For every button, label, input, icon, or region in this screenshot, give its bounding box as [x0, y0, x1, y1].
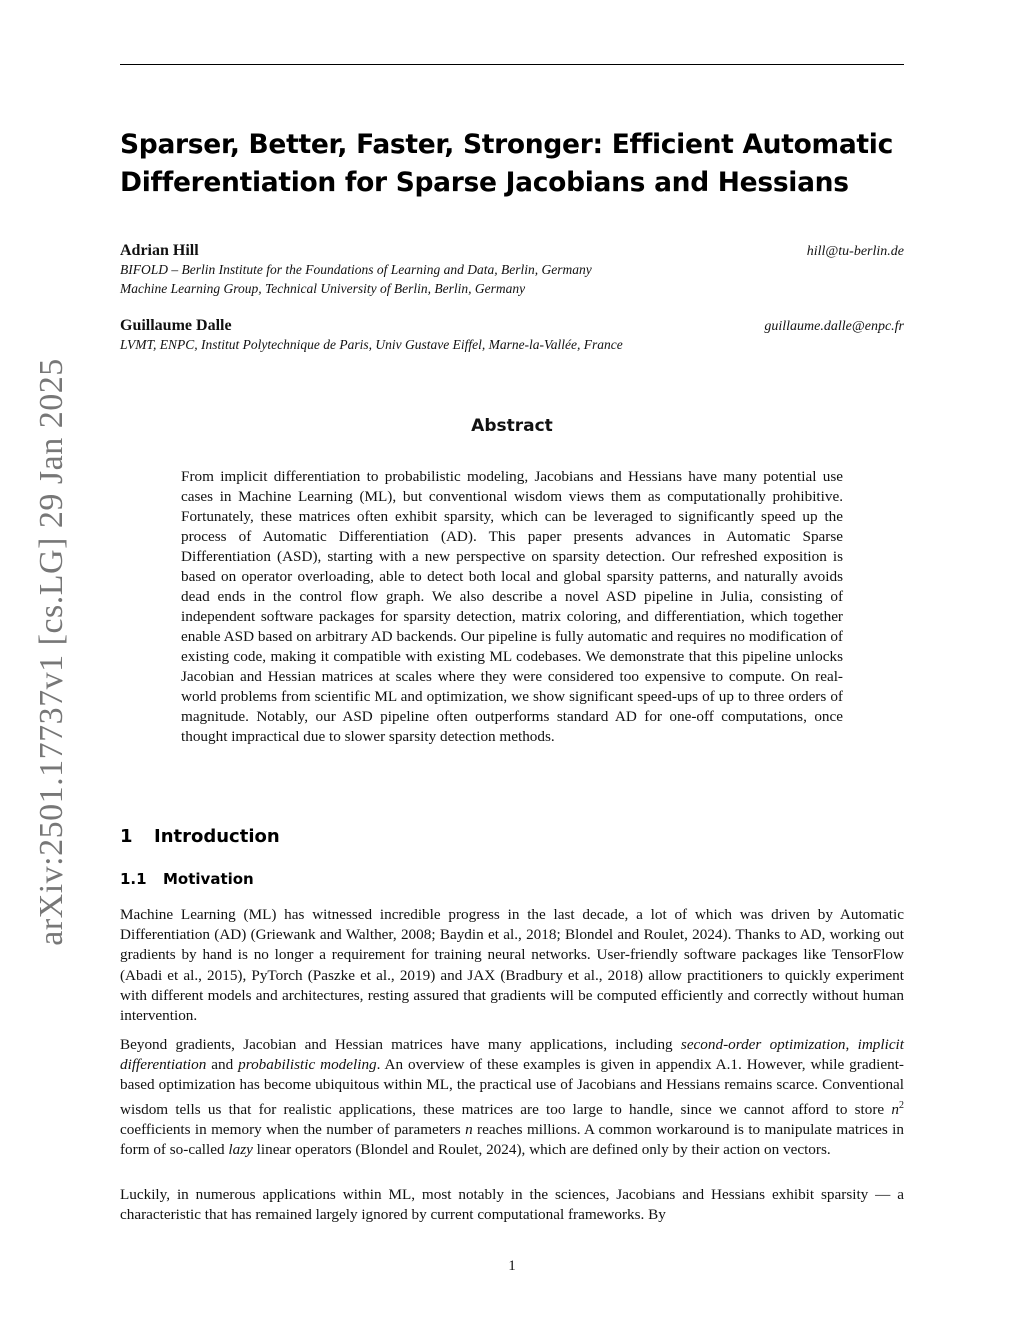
paper-title	[120, 126, 904, 202]
text-run: ,	[845, 1036, 858, 1053]
emphasis-implicit-differentiation: implicit differentiation	[120, 1036, 904, 1074]
abstract-text: From implicit differentiation to probabilistic modeling, Jacobians and Hessians have many potential use cases in Machine Learning (ML), but conventional wisdom views them as computationally prohibitive. Fortunately, these matrices often exhibit sparsity, which can be leveraged to significantly speed up the process of Automatic Differentiation (AD). This paper presents advances in Automatic Sparse Differentiation (ASD), starting with a new perspective on sparsity detection. Our refreshed exposition is based on operator overloading, able to detect both local and global sparsity patterns, and naturally avoids dead ends in the control flow graph. We also describe a novel ASD pipeline in Julia, consisting of independent software packages for sparsity detection, matrix coloring, and differentiation, which together enable ASD based on arbitrary AD backends. Our pipeline is fully automatic and requires no modification of existing code, making it compatible with existing ML codebases. We demonstrate that this pipeline unlocks Jacobian and Hessian matrices at scales where they were considered too expensive to compute. On real-world problems from scientific ML and optimization, we show significant speed-ups of up to three orders of magnitude. Notably, our ASD pipeline often outperforms standard AD for one-off computations, once thought impractical due to slower sparsity detection methods.	[181, 468, 843, 745]
math-n: n	[465, 1120, 473, 1138]
emphasis-second-order-optimization: second-order optimization	[680, 1036, 846, 1053]
text-run: reaches millions. A common workaround is to manipulate matrices in form of so-called	[120, 1120, 904, 1159]
title-line-2: Differentiation for Sparse Jacobians and Hessians	[120, 167, 849, 198]
section-heading-introduction	[120, 826, 280, 847]
section-number: 1	[120, 826, 133, 847]
author-affiliation: BIFOLD – Berlin Institute for the Foundations of Learning and Data, Berlin, Germany	[120, 262, 592, 277]
page-number: 1	[508, 1258, 516, 1274]
arxiv-stamp: arXiv:2501.17737v1 [cs.LG] 29 Jan 2025	[33, 358, 70, 946]
subsection-number: 1.1	[120, 870, 147, 888]
text-run: Beyond gradients, Jacobian and Hessian matrices have many applications, including	[120, 1036, 681, 1053]
paragraph-3: Luckily, in numerous applications within ML, most notably in the sciences, Jacobians and Hessians exhibit sparsity — a characteristic that has remained largely ignored by current computational frameworks. By	[120, 1186, 904, 1224]
abstract-heading: Abstract	[471, 416, 553, 436]
subsection-heading-motivation	[120, 870, 254, 888]
math-superscript: 2	[899, 1099, 904, 1111]
emphasis-probabilistic-modeling: probabilistic modeling	[238, 1056, 377, 1074]
author-email: hill@tu-berlin.de	[806, 244, 904, 259]
author-name: Adrian Hill	[120, 242, 199, 259]
section-title: Introduction	[154, 826, 280, 847]
author-affiliation: LVMT, ENPC, Institut Polytechnique de Paris, Univ Gustave Eiffel, Marne-la-Vallée, France	[120, 337, 623, 352]
text-run: coefficients in memory when the number of parameters	[120, 1120, 466, 1138]
math-n: n	[891, 1100, 899, 1118]
emphasis-lazy: lazy	[228, 1141, 253, 1159]
text-run: and	[206, 1056, 239, 1074]
subsection-title: Motivation	[163, 870, 254, 888]
author-affiliation: Machine Learning Group, Technical University of Berlin, Berlin, Germany	[120, 281, 526, 296]
text-run: linear operators (Blondel and Roulet, 2024), which are defined only by their action on vectors.	[252, 1141, 831, 1159]
text-run: . An overview of these examples is given in appendix A.1. However, while gradient-based optimization has become ubiquitous within ML, the practical use of Jacobians and Hessians remains scarce. Conventional wisdom tells us that for realistic applications, these matrices are too large to handle, since we cannot afford to store	[120, 1056, 904, 1118]
author-block-2	[120, 317, 904, 354]
paragraph-2	[120, 1035, 904, 1160]
title-line-1: Sparser, Better, Faster, Stronger: Efficient Automatic	[120, 129, 893, 160]
paragraph-1: Machine Learning (ML) has witnessed incredible progress in the last decade, a lot of which was driven by Automatic Differentiation (AD) (Griewank and Walther, 2008; Baydin et al., 2018; Blondel and Roulet, 2024). Thanks to AD, working out gradients by hand is no longer a requirement for training neural networks. User-friendly software packages like TensorFlow (Abadi et al., 2015), PyTorch (Paszke et al., 2019) and JAX (Bradbury et al., 2018) allow practitioners to quickly experiment with different models and architectures, resting assured that gradients will be computed efficiently and correctly without human intervention.	[120, 906, 904, 1025]
top-rule	[120, 64, 904, 65]
author-name: Guillaume Dalle	[120, 317, 232, 334]
author-email: guillaume.dalle@enpc.fr	[764, 319, 904, 334]
author-block-1	[120, 242, 904, 298]
